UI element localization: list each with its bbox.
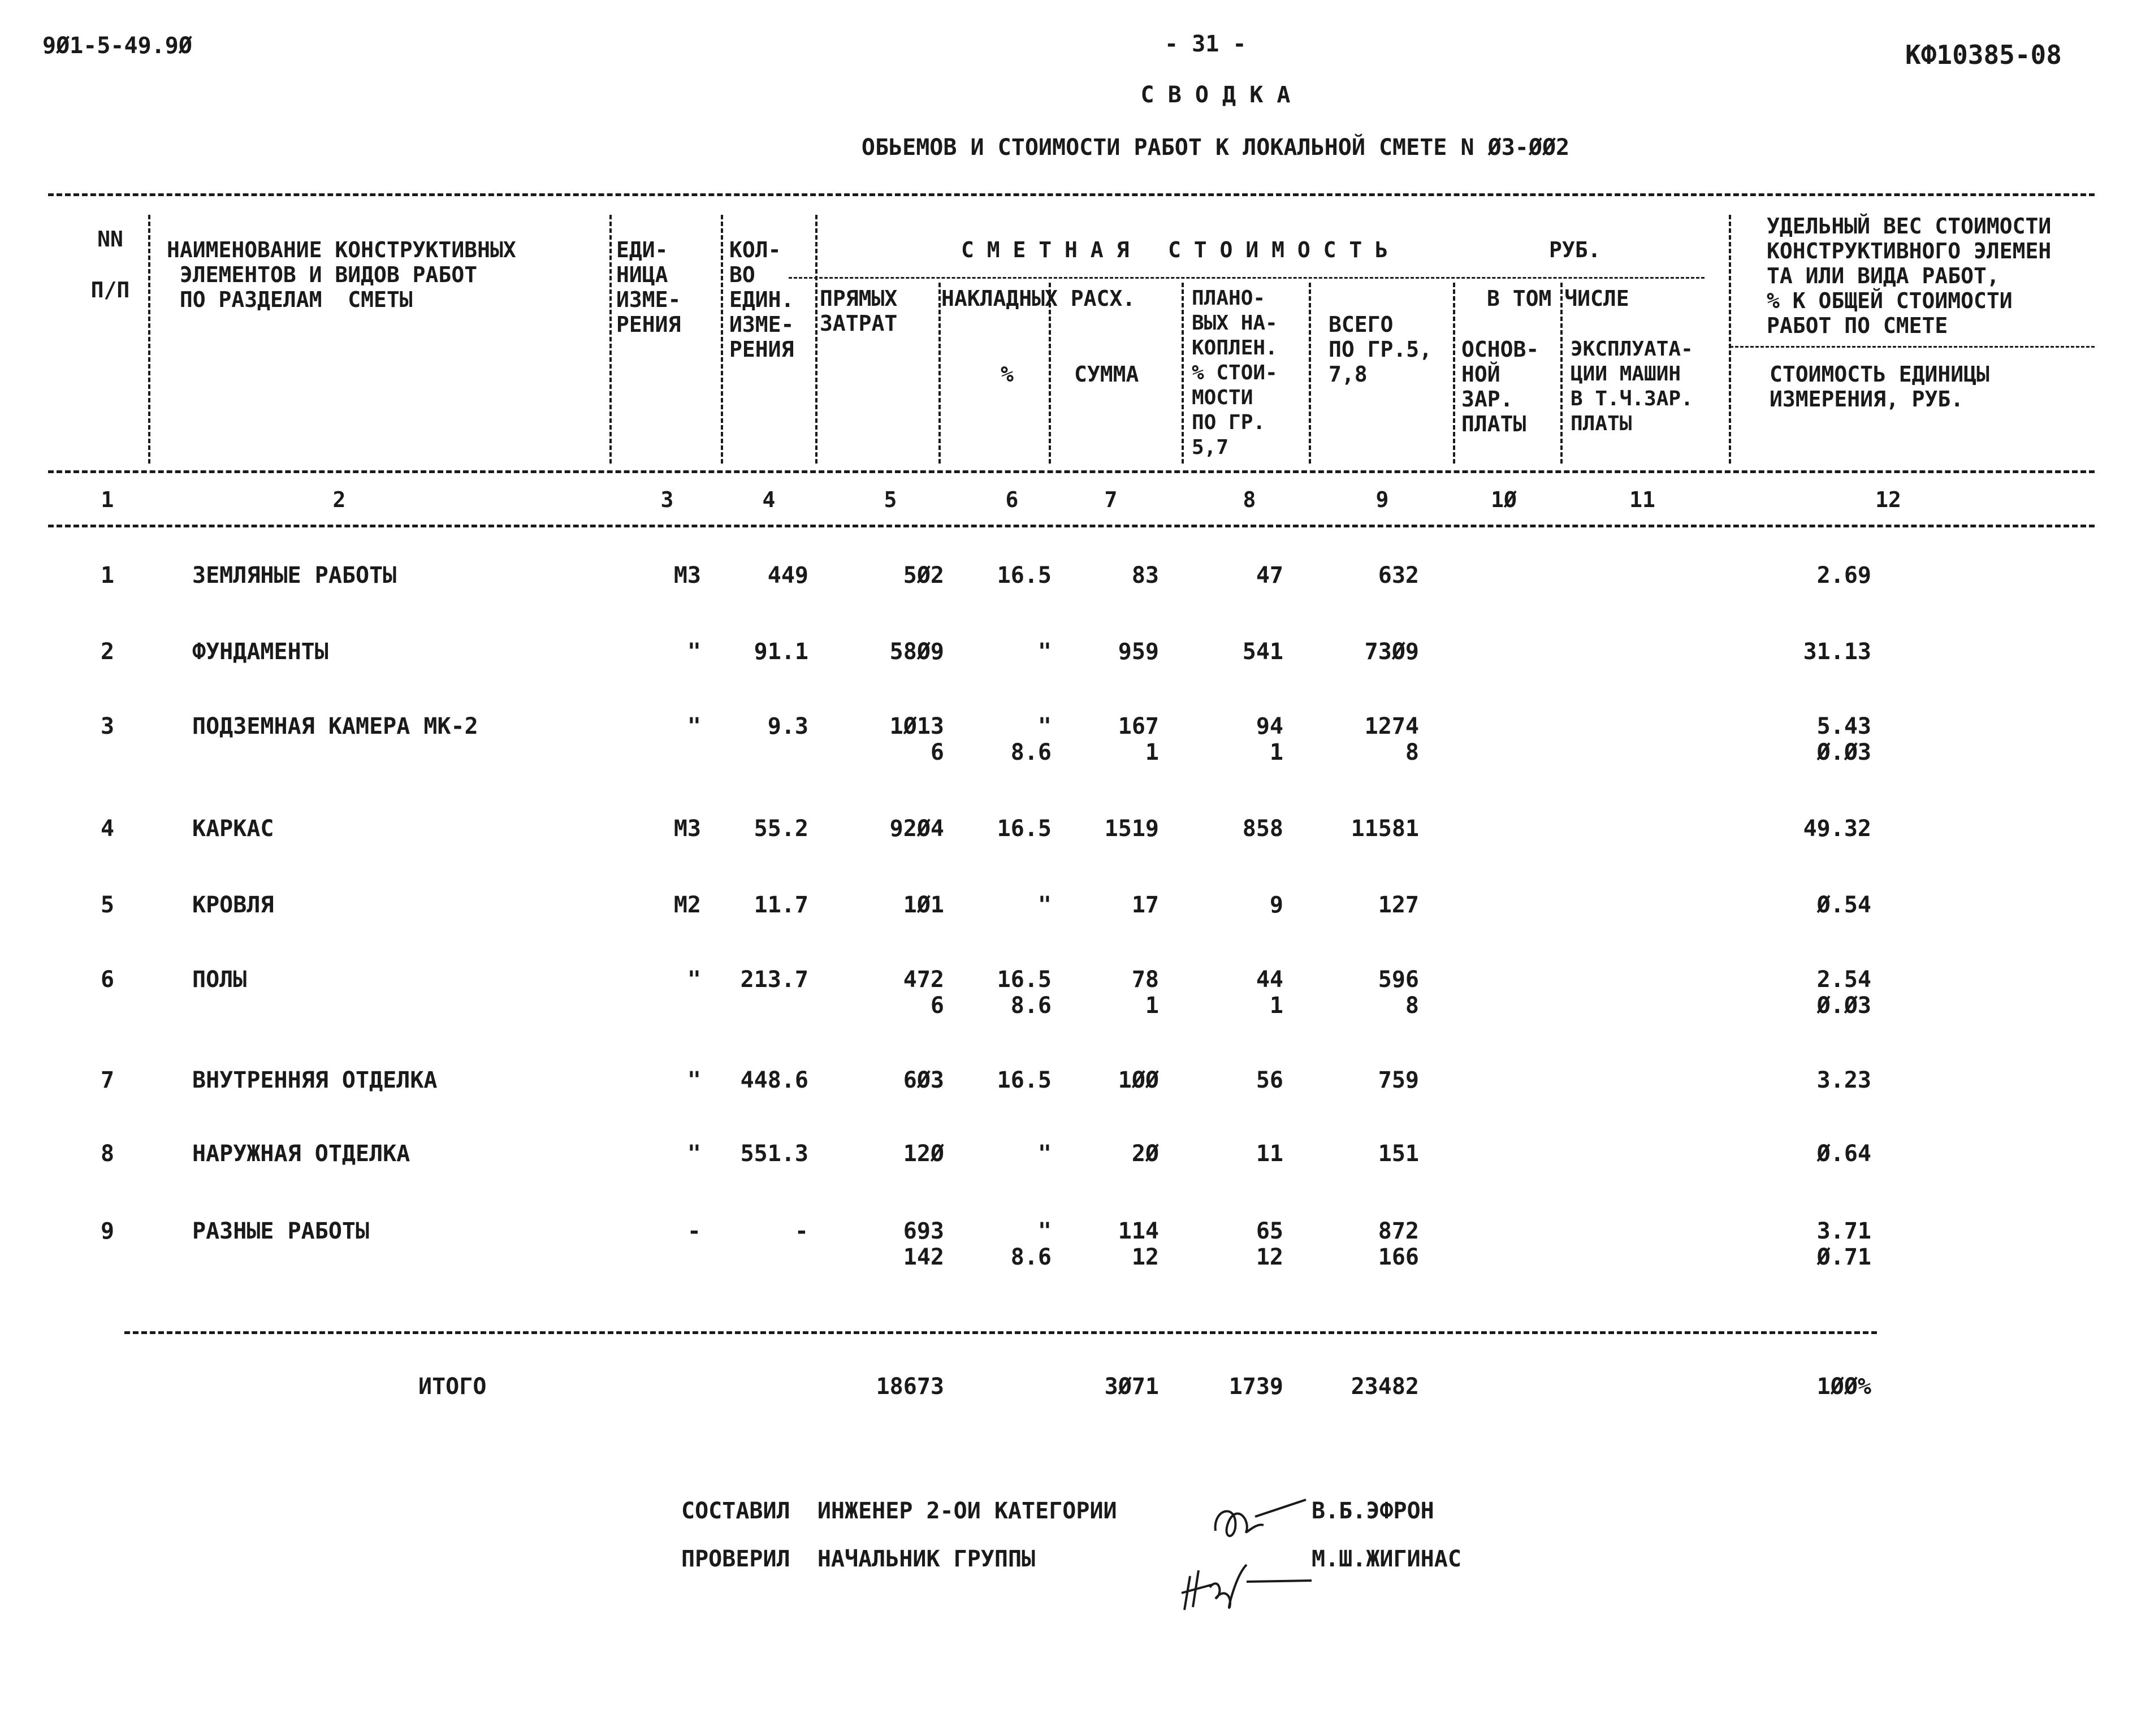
row-3-direct: 1Ø13 6 — [889, 713, 944, 765]
row-4-name: КАРКАС — [192, 816, 274, 842]
row-3-unit: " — [687, 713, 701, 739]
row-3-n: 3 — [100, 713, 115, 739]
row-4-unit: М3 — [673, 816, 701, 842]
header-machines: ЭКСПЛУАТА- ЦИИ МАШИН В Т.Ч.ЗАР. ПЛАТЫ — [1571, 337, 1693, 435]
header-overhead-pct: % — [1001, 362, 1014, 387]
row-3-name: ПОДЗЕМНАЯ КАМЕРА МК-2 — [192, 713, 478, 739]
totals-share: 1ØØ% — [1816, 1374, 1871, 1400]
header-unit-cost: СТОИМОСТЬ ЕДИНИЦЫ ИЗМЕРЕНИЯ, РУБ. — [1770, 362, 1989, 412]
column-separator — [1729, 215, 1731, 464]
row-4-direct: 92Ø4 — [889, 816, 944, 842]
row-8-plan: 11 — [1256, 1141, 1283, 1167]
row-6-share: 2.54 Ø.Ø3 — [1816, 967, 1871, 1019]
totals-overhead-sum: 3Ø71 — [1104, 1374, 1159, 1400]
column-separator — [1309, 283, 1311, 464]
row-9-n: 9 — [100, 1218, 115, 1244]
row-2-name: ФУНДАМЕНТЫ — [192, 639, 328, 665]
row-1-name: ЗЕМЛЯНЫЕ РАБОТЫ — [192, 562, 397, 588]
row-9-qty: - — [794, 1218, 808, 1244]
column-separator — [721, 215, 723, 464]
checked-role: ПРОВЕРИЛ НАЧАЛЬНИК ГРУППЫ — [681, 1546, 1036, 1572]
column-number-6: 6 — [1005, 487, 1019, 512]
checked-signature — [1179, 1532, 1314, 1626]
composed-name: В.Б.ЭФРОН — [1312, 1498, 1434, 1524]
header-cost-unit: РУБ. — [1549, 237, 1601, 262]
header-total: ВСЕГО ПО ГР.5, 7,8 — [1329, 312, 1433, 387]
totals-direct: 18673 — [876, 1374, 944, 1400]
header-name: НАИМЕНОВАНИЕ КОНСТРУКТИВНЫХ ЭЛЕМЕНТОВ И ВИДОВ РАБОТ ПО РАЗДЕЛАМ СМЕТЫ — [167, 237, 516, 312]
row-2-total: 73Ø9 — [1364, 639, 1419, 665]
row-7-name: ВНУТРЕННЯЯ ОТДЕЛКА — [192, 1067, 438, 1093]
header-share: УДЕЛЬНЫЙ ВЕС СТОИМОСТИ КОНСТРУКТИВНОГО ЭЛЕМЕН ТА ИЛИ ВИДА РАБОТ, % К ОБЩЕЙ СТОИМОСТИ РАБОТ ПО СМЕТЕ — [1767, 214, 2052, 338]
row-6-sum: 78 1 — [1131, 967, 1159, 1019]
column-number-1: 1 — [101, 487, 114, 512]
row-2-pct: " — [1037, 639, 1052, 665]
row-9-plan: 65 12 — [1256, 1218, 1283, 1270]
row-3-share: 5.43 Ø.Ø3 — [1816, 713, 1871, 765]
row-6-total: 596 8 — [1378, 967, 1419, 1019]
column-number-10: 1Ø — [1491, 487, 1517, 512]
row-6-n: 6 — [100, 967, 115, 993]
row-9-pct: " 8.6 — [1010, 1218, 1052, 1270]
row-2-unit: " — [687, 639, 701, 665]
row-2-direct: 58Ø9 — [889, 639, 944, 665]
row-9-direct: 693 142 — [903, 1218, 944, 1270]
checked-name: М.Ш.ЖИГИНАС — [1312, 1546, 1461, 1572]
row-2-plan: 541 — [1242, 639, 1283, 665]
row-1-n: 1 — [100, 562, 115, 588]
row-9-unit: - — [687, 1218, 701, 1244]
totals-rule — [124, 1331, 1877, 1334]
row-9-name: РАЗНЫЕ РАБОТЫ — [192, 1218, 370, 1244]
column-separator — [609, 215, 612, 464]
header-overhead: НАКЛАДНЫХ РАСХ. — [941, 286, 1136, 311]
row-5-n: 5 — [100, 892, 115, 918]
header-cost-group: С М Е Т Н А Я С Т О И М О С Т Ь — [961, 237, 1388, 262]
header-nn: NN П/П — [90, 227, 130, 302]
table-top-rule — [48, 193, 2095, 196]
column-number-11: 11 — [1629, 487, 1655, 512]
row-5-unit: М2 — [673, 892, 701, 918]
row-1-sum: 83 — [1131, 562, 1159, 588]
page-subtitle: ОБЬЕМОВ И СТОИМОСТИ РАБОТ К ЛОКАЛЬНОЙ СМЕТЕ N Ø3-ØØ2 — [861, 135, 1570, 161]
column-separator — [1182, 283, 1184, 464]
column-number-12: 12 — [1875, 487, 1901, 512]
row-8-share: Ø.64 — [1816, 1141, 1871, 1167]
row-8-total: 151 — [1378, 1141, 1419, 1167]
row-7-share: 3.23 — [1816, 1067, 1871, 1093]
row-6-unit: " — [687, 967, 701, 993]
row-3-sum: 167 1 — [1118, 713, 1159, 765]
column-separator — [815, 215, 817, 464]
row-4-n: 4 — [100, 816, 115, 842]
row-6-plan: 44 1 — [1256, 967, 1283, 1019]
row-1-plan: 47 — [1256, 562, 1283, 588]
header-direct: ПРЯМЫХ ЗАТРАТ — [820, 286, 898, 336]
row-5-pct: " — [1037, 892, 1052, 918]
row-2-qty: 91.1 — [754, 639, 808, 665]
row-1-total: 632 — [1378, 562, 1419, 588]
row-9-share: 3.71 Ø.71 — [1816, 1218, 1871, 1270]
row-5-total: 127 — [1378, 892, 1419, 918]
sheet-code: КФ10385-08 — [1905, 40, 2062, 70]
row-1-qty: 449 — [767, 562, 808, 588]
row-2-share: 31.13 — [1803, 639, 1871, 665]
row-4-total: 11581 — [1351, 816, 1419, 842]
row-5-share: Ø.54 — [1816, 892, 1871, 918]
row-8-name: НАРУЖНАЯ ОТДЕЛКА — [192, 1141, 410, 1167]
totals-total: 23482 — [1351, 1374, 1419, 1400]
row-3-plan: 94 1 — [1256, 713, 1283, 765]
composed-role: СОСТАВИЛ ИНЖЕНЕР 2-ОИ КАТЕГОРИИ — [681, 1498, 1117, 1524]
row-6-direct: 472 6 — [903, 967, 944, 1019]
column-number-2: 2 — [332, 487, 346, 512]
row-5-name: КРОВЛЯ — [192, 892, 274, 918]
page-title: С В О Д К А — [1140, 82, 1291, 108]
cost-group-rule — [789, 277, 1705, 279]
header-bottom-rule — [48, 470, 2095, 473]
row-1-direct: 5Ø2 — [903, 562, 944, 588]
row-3-pct: " 8.6 — [1010, 713, 1052, 765]
row-1-unit: М3 — [673, 562, 701, 588]
column-number-5: 5 — [884, 487, 897, 512]
row-6-name: ПОЛЫ — [192, 967, 247, 993]
row-2-sum: 959 — [1118, 639, 1159, 665]
header-including: В ТОМ ЧИСЛЕ — [1487, 286, 1629, 311]
row-4-sum: 1519 — [1104, 816, 1159, 842]
row-8-pct: " — [1037, 1141, 1052, 1167]
column-number-7: 7 — [1104, 487, 1118, 512]
row-1-share: 2.69 — [1816, 562, 1871, 588]
column-number-rule — [48, 525, 2095, 527]
header-wages: ОСНОВ- НОЙ ЗАР. ПЛАТЫ — [1461, 337, 1539, 436]
row-6-pct: 16.5 8.6 — [997, 967, 1052, 1019]
row-5-sum: 17 — [1131, 892, 1159, 918]
totals-planned: 1739 — [1228, 1374, 1283, 1400]
row-4-share: 49.32 — [1803, 816, 1871, 842]
document-code: 9Ø1-5-49.9Ø — [42, 33, 192, 59]
row-7-direct: 6Ø3 — [903, 1067, 944, 1093]
column-number-8: 8 — [1243, 487, 1256, 512]
row-7-pct: 16.5 — [997, 1067, 1052, 1093]
row-9-total: 872 166 — [1378, 1218, 1419, 1270]
row-8-unit: " — [687, 1141, 701, 1167]
header-planned: ПЛАНО- ВЫХ НА- КОПЛЕН. % СТОИ- МОСТИ ПО ГР. 5,7 — [1192, 287, 1278, 459]
column-number-4: 4 — [762, 487, 776, 512]
header-overhead-sum: СУММА — [1074, 362, 1139, 387]
header-unit: ЕДИ- НИЦА ИЗМЕ- РЕНИЯ — [616, 237, 681, 337]
row-7-sum: 1ØØ — [1118, 1067, 1159, 1093]
row-7-qty: 448.6 — [740, 1067, 808, 1093]
row-3-total: 1274 8 — [1364, 713, 1419, 765]
row-6-qty: 213.7 — [740, 967, 808, 993]
row-5-plan: 9 — [1269, 892, 1283, 918]
row-1-pct: 16.5 — [997, 562, 1052, 588]
row-4-plan: 858 — [1242, 816, 1283, 842]
row-5-direct: 1Ø1 — [903, 892, 944, 918]
share-divider-rule — [1730, 346, 2095, 348]
row-7-unit: " — [687, 1067, 701, 1093]
row-2-n: 2 — [100, 639, 115, 665]
column-separator — [938, 283, 941, 464]
row-4-pct: 16.5 — [997, 816, 1052, 842]
row-7-total: 759 — [1378, 1067, 1419, 1093]
column-separator — [148, 215, 150, 464]
row-7-n: 7 — [100, 1067, 115, 1093]
row-7-plan: 56 — [1256, 1067, 1283, 1093]
totals-label: ИТОГО — [418, 1374, 487, 1400]
column-number-9: 9 — [1375, 487, 1389, 512]
column-number-3: 3 — [660, 487, 674, 512]
row-8-sum: 2Ø — [1131, 1141, 1159, 1167]
row-8-qty: 551.3 — [740, 1141, 808, 1167]
header-qty: КОЛ- ВО ЕДИН. ИЗМЕ- РЕНИЯ — [729, 237, 794, 362]
row-8-direct: 12Ø — [903, 1141, 944, 1167]
row-4-qty: 55.2 — [754, 816, 808, 842]
row-9-sum: 114 12 — [1118, 1218, 1159, 1270]
row-3-qty: 9.3 — [767, 713, 808, 739]
page-number: - 31 - — [1165, 31, 1247, 57]
row-5-qty: 11.7 — [754, 892, 808, 918]
column-separator — [1453, 283, 1455, 464]
row-8-n: 8 — [100, 1141, 115, 1167]
